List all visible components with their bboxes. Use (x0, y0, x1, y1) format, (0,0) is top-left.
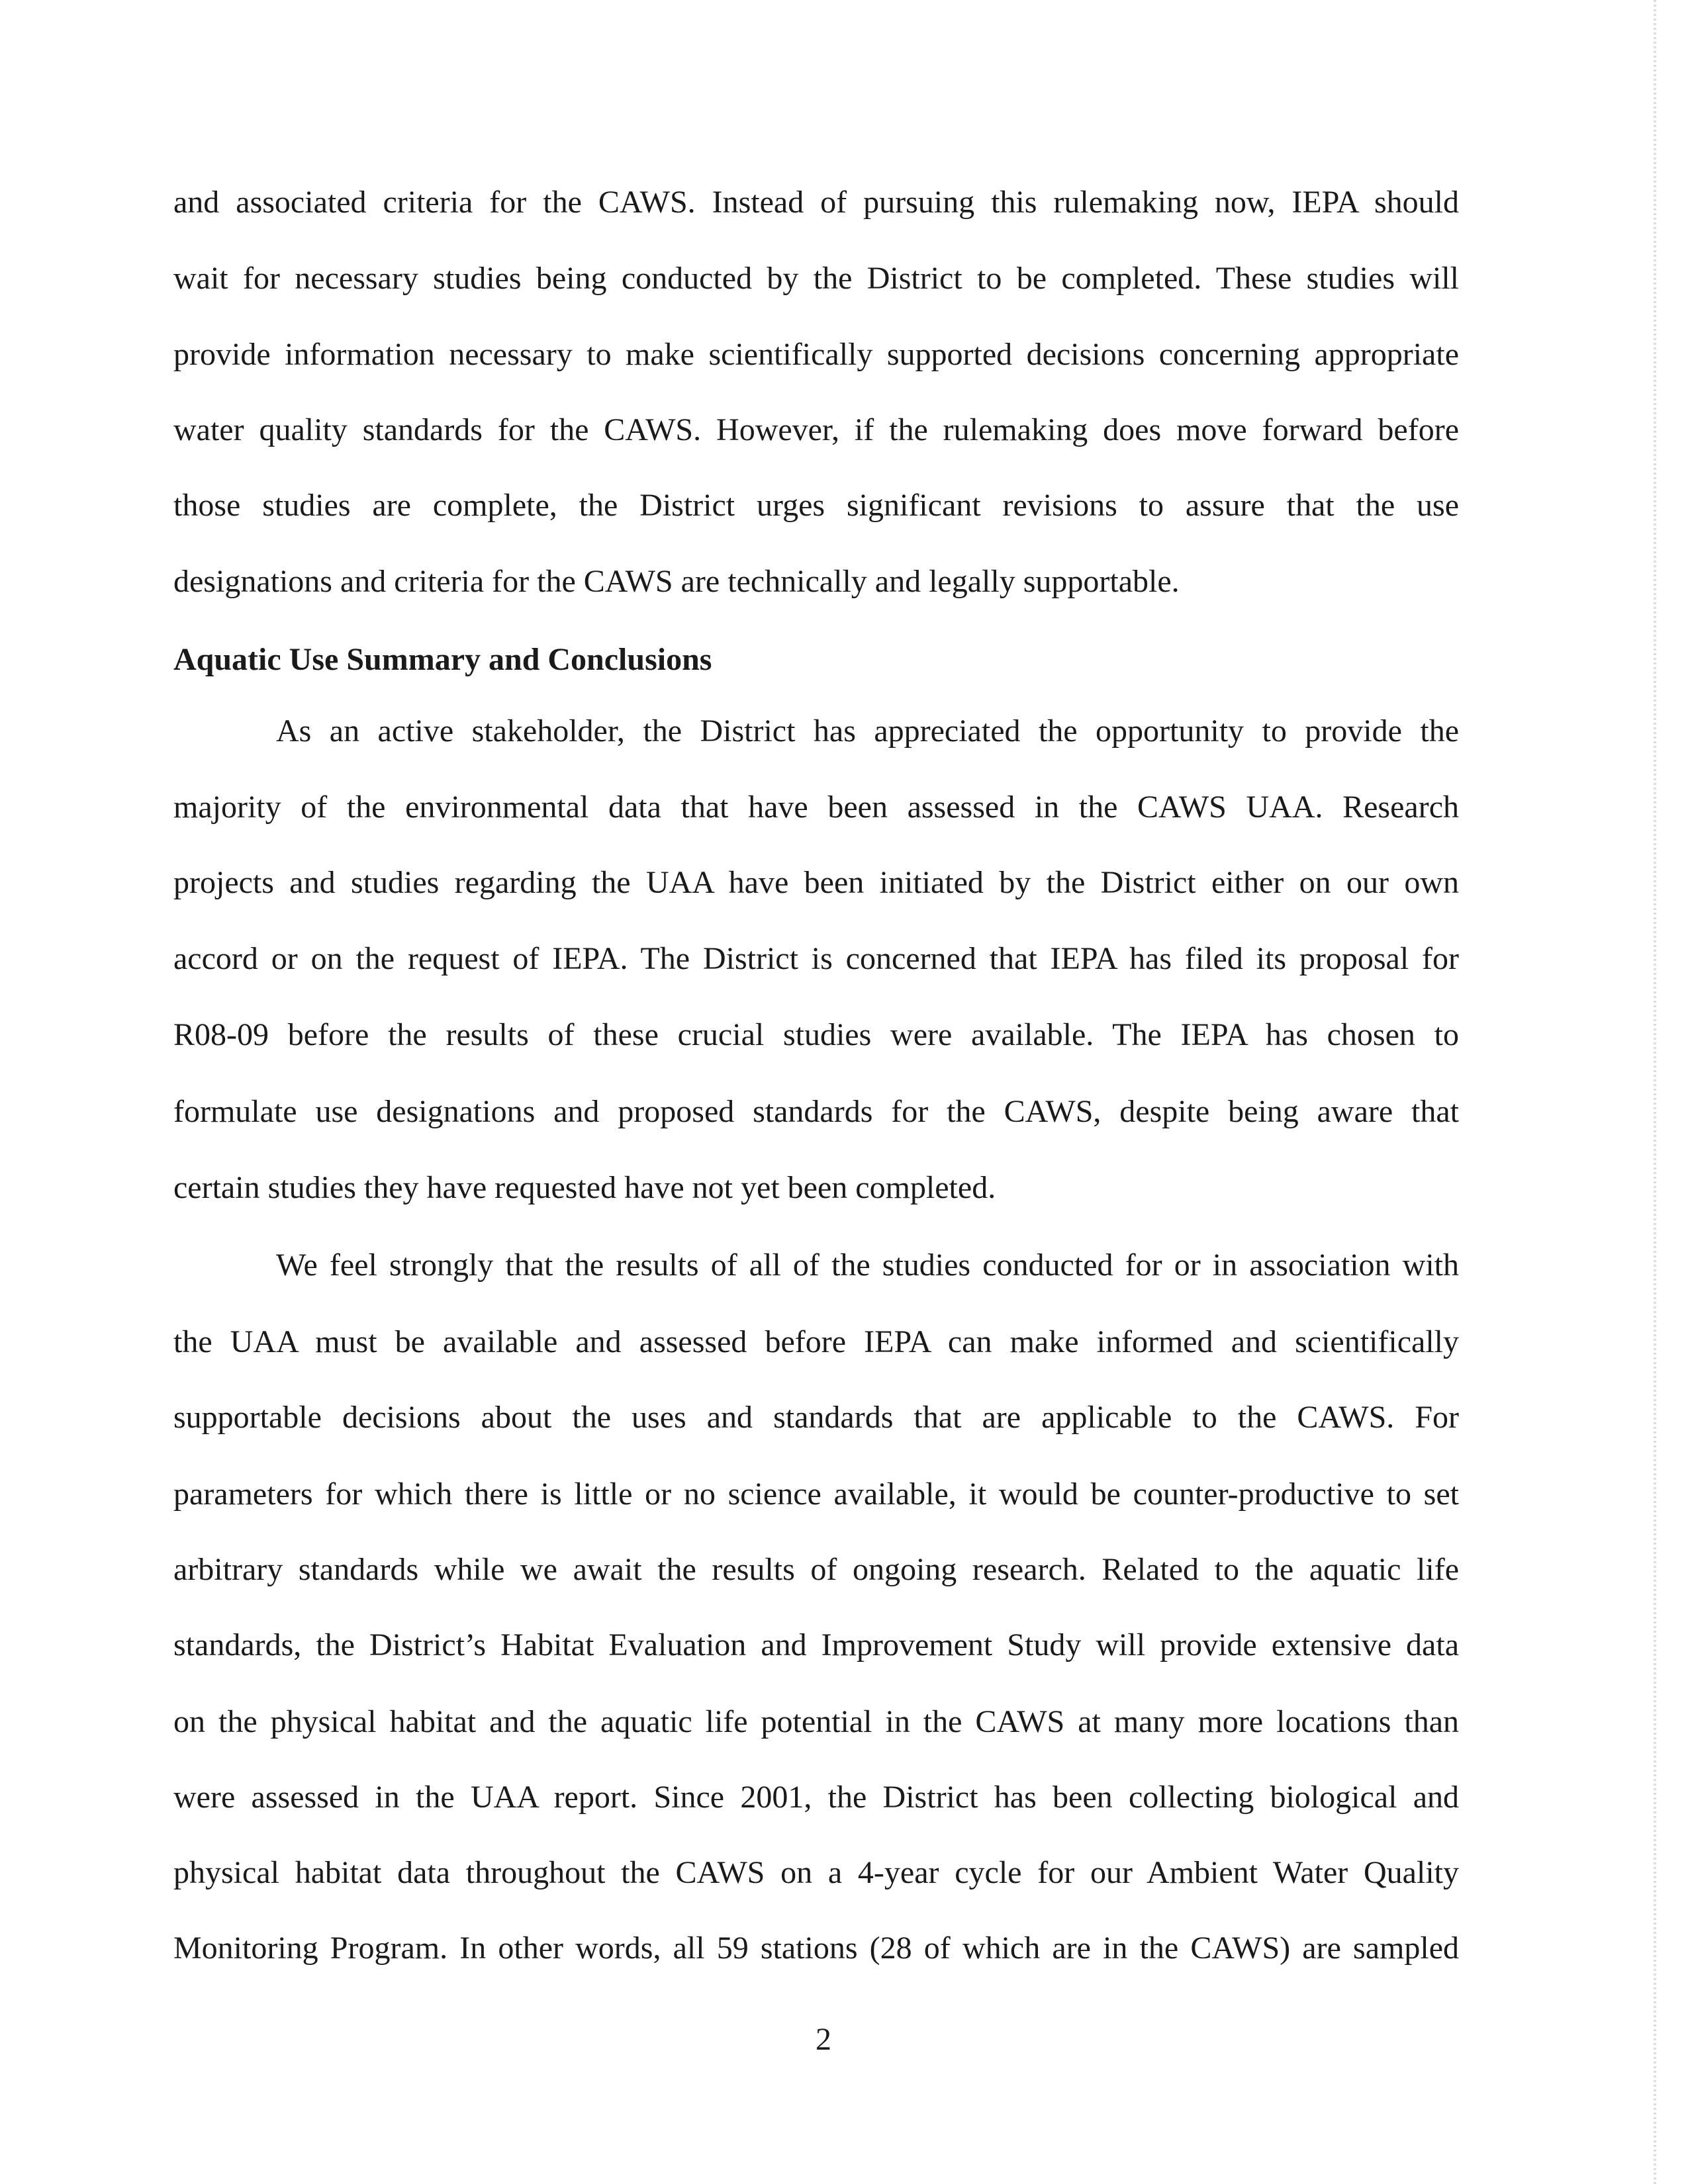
paragraph-line: were assessed in the UAA report. Since 2001, the District has been collecting biological and (173, 1780, 1459, 1815)
page-number: 2 (816, 2022, 831, 2057)
paragraph-line: accord or on the request of IEPA. The District is concerned that IEPA has filed its proposal for (173, 941, 1459, 976)
paragraph-line: water quality standards for the CAWS. However, if the rulemaking does move forward before (173, 412, 1459, 447)
paragraph-line: Monitoring Program. In other words, all 59 stations (28 of which are in the CAWS) are sampled (173, 1931, 1459, 1966)
paragraph-line: arbitrary standards while we await the results of ongoing research. Related to the aquatic life (173, 1552, 1459, 1587)
paragraph-line: certain studies they have requested have not yet been completed. (173, 1170, 996, 1205)
paragraph-line: and associated criteria for the CAWS. Instead of pursuing this rulemaking now, IEPA should (173, 185, 1459, 220)
paragraph-line: R08-09 before the results of these crucial studies were available. The IEPA has chosen to (173, 1017, 1459, 1052)
paragraph-line: majority of the environmental data that have been assessed in the CAWS UAA. Research (173, 790, 1459, 825)
paragraph-line: supportable decisions about the uses and standards that are applicable to the CAWS. For (173, 1400, 1459, 1435)
paragraph-line: physical habitat data throughout the CAWS on a 4-year cycle for our Ambient Water Quality (173, 1855, 1459, 1890)
section-heading: Aquatic Use Summary and Conclusions (173, 642, 712, 677)
paragraph-line: parameters for which there is little or no science available, it would be counter-productive to set (173, 1477, 1459, 1512)
paragraph-line: formulate use designations and proposed standards for the CAWS, despite being aware that (173, 1094, 1459, 1129)
paragraph-line: We feel strongly that the results of all of the studies conducted for or in association with (276, 1248, 1459, 1283)
paragraph-line: standards, the District’s Habitat Evaluation and Improvement Study will provide extensive data (173, 1627, 1459, 1662)
paragraph-line: those studies are complete, the District urges significant revisions to assure that the use (173, 488, 1459, 523)
scan-edge-line (1654, 0, 1656, 2184)
paragraph-line: on the physical habitat and the aquatic life potential in the CAWS at many more locations than (173, 1704, 1459, 1739)
paragraph-line: provide information necessary to make scientifically supported decisions concerning appropriate (173, 337, 1459, 372)
paragraph-line: the UAA must be available and assessed before IEPA can make informed and scientifically (173, 1324, 1459, 1359)
paragraph-line: As an active stakeholder, the District has appreciated the opportunity to provide the (276, 713, 1459, 749)
paragraph-line: wait for necessary studies being conducted by the District to be completed. These studies will (173, 261, 1459, 296)
paragraph-line: projects and studies regarding the UAA have been initiated by the District either on our own (173, 865, 1459, 900)
paragraph-line: designations and criteria for the CAWS are technically and legally supportable. (173, 564, 1180, 599)
